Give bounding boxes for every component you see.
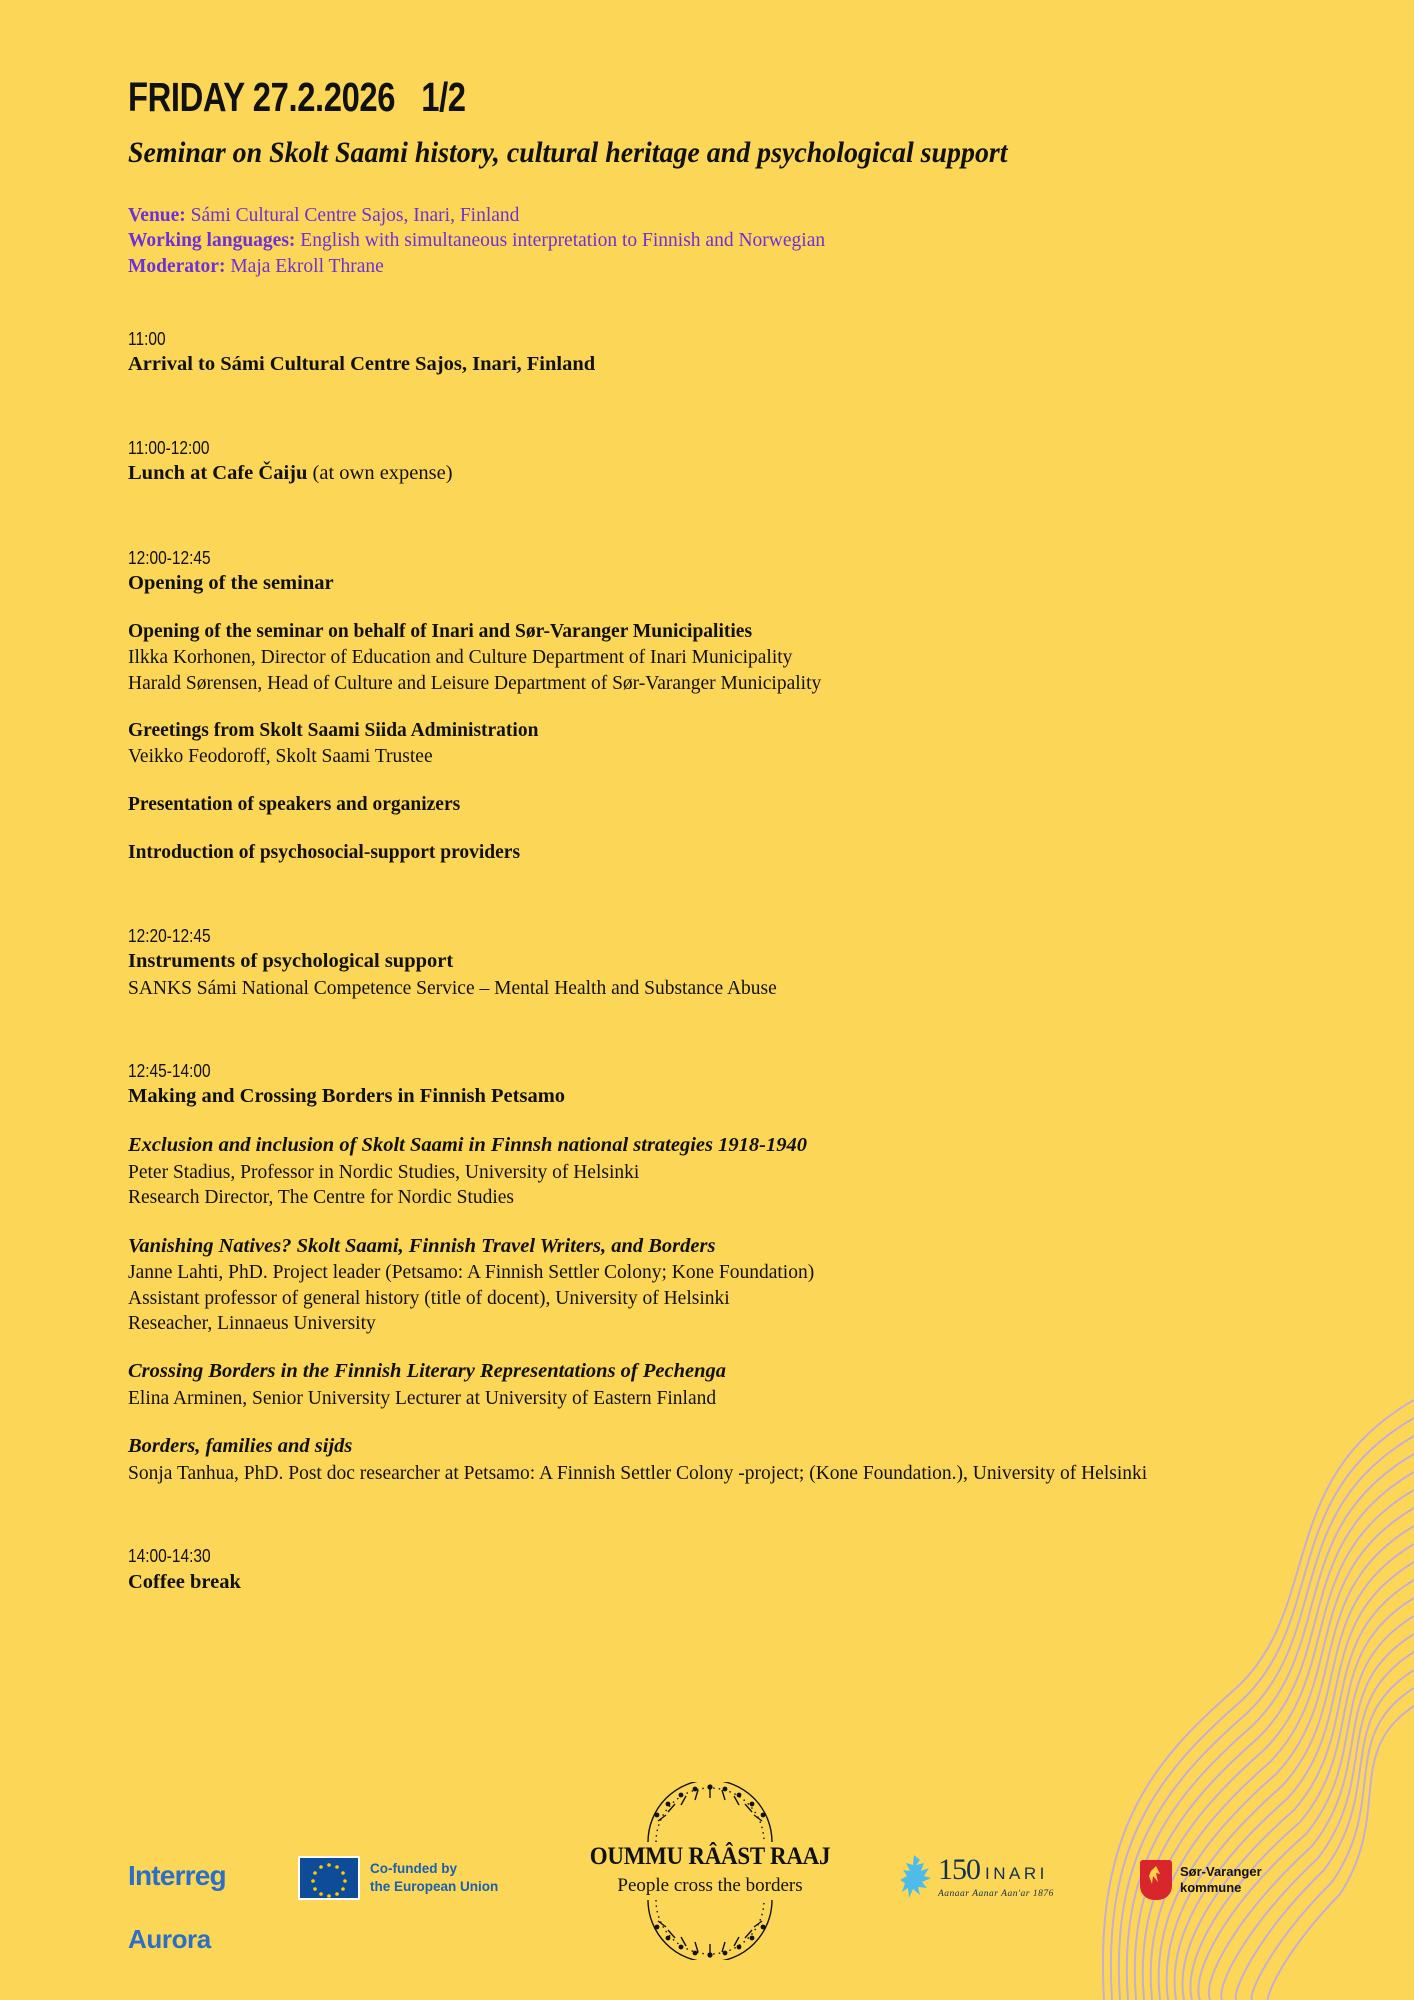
sub-head: Presentation of speakers and organizers: [128, 793, 461, 815]
schedule-item-lunch: [128, 436, 1414, 487]
person: Assistant professor of general history (title of docent), University of Helsinki: [128, 1287, 730, 1309]
slot-time: 11:00: [128, 328, 166, 349]
person: Sonja Tanhua, PhD. Post doc researcher at Petsamo: A Finnish Settler Colony -project; (Kone Foundation.), University of Helsinki: [128, 1463, 1148, 1485]
person: Janne Lahti, PhD. Project leader (Petsamo: A Finnish Settler Colony; Kone Foundation): [128, 1262, 815, 1284]
meta-languages-label: Working languages:: [128, 230, 296, 252]
opening-sub-item: [128, 718, 1414, 770]
slot-time: 11:00-12:00: [128, 438, 210, 459]
eu-funding-text: [370, 1860, 498, 1895]
opening-sub-item: [128, 792, 1414, 818]
crest-emblem-icon: [1140, 1860, 1172, 1900]
talk-entry: [128, 1433, 1414, 1486]
meta-venue-label: Venue:: [128, 204, 186, 226]
slot-time: 12:45-14:00: [128, 1060, 211, 1081]
eu-stars-icon: [300, 1858, 358, 1898]
meta-languages-value: English with simultaneous interpretation to Finnish and Norwegian: [300, 230, 826, 252]
schedule-list: [128, 327, 1414, 1596]
eu-funding-line2: the European Union: [370, 1879, 499, 1894]
slot-title: Making and Crossing Borders in Finnish Petsamo: [128, 1085, 566, 1108]
aurora-logo: [128, 1926, 211, 1952]
inari-wordmark: INARI: [985, 1864, 1048, 1883]
sub-head: Greetings from Skolt Saami Siida Administration: [128, 719, 539, 741]
slot-time: 14:00-14:30: [128, 1546, 211, 1567]
inari-150-logo: [900, 1854, 1054, 1900]
person: Reseacher, Linnaeus University: [128, 1313, 376, 1335]
opening-sub-item: [128, 619, 1414, 696]
meta-moderator-value: Maja Ekroll Thrane: [230, 255, 384, 277]
talk-entry: [128, 1358, 1414, 1411]
aurora-wordmark: Aurora: [128, 1924, 211, 1954]
sor-varanger-line2: kommune: [1180, 1880, 1242, 1895]
schedule-item-instruments: [128, 924, 1414, 1001]
talk-title: Borders, families and sijds: [128, 1435, 353, 1458]
sor-varanger-text: [1180, 1864, 1262, 1897]
schedule-item-coffee: [128, 1544, 1414, 1595]
seminar-title: Seminar on Skolt Saami history, cultural heritage and psychological support: [128, 136, 1008, 170]
sub-head: Introduction of psychosocial-support providers: [128, 841, 521, 863]
talk-title: Crossing Borders in the Finnish Literary Representations of Pechenga: [128, 1360, 727, 1383]
eu-funding-line1: Co-funded by: [370, 1861, 457, 1877]
person: Peter Stadius, Professor in Nordic Studies, University of Helsinki: [128, 1161, 640, 1183]
inari-language-names: Aanaar Aanar Aanʹar 1876: [938, 1889, 1054, 1899]
schedule-item-borders: [128, 1059, 1414, 1486]
ornament-arc-bottom-icon: [640, 1898, 780, 1960]
person: Veikko Feodoroff, Skolt Saami Trustee: [128, 746, 433, 768]
oummu-tagline: People cross the borders: [617, 1875, 803, 1897]
slot-title: Opening of the seminar: [128, 571, 334, 594]
eu-funding-logo: [298, 1856, 498, 1900]
person: SANKS Sámi National Competence Service – Mental Health and Substance Abuse: [128, 977, 777, 999]
slot-title-note: (at own expense): [307, 462, 453, 485]
ornament-arc-top-icon: [640, 1782, 780, 1844]
meta-venue: [128, 203, 1414, 228]
eu-flag-icon: [298, 1856, 360, 1900]
interreg-logo: [128, 1862, 226, 1890]
schedule-item-arrival: [128, 327, 1414, 378]
meta-moderator: [128, 254, 1414, 279]
logo-footer: [0, 1750, 1414, 2000]
talk-entry: [128, 1233, 1414, 1337]
event-meta: [128, 203, 1414, 279]
person: Harald Sørensen, Head of Culture and Leisure Department of Sør-Varanger Municipality: [128, 672, 822, 694]
meta-moderator-label: Moderator:: [128, 255, 226, 277]
meta-venue-value: Sámi Cultural Centre Sajos, Inari, Finland: [190, 204, 520, 226]
opening-sub-item: [128, 840, 1414, 866]
slot-title: Coffee break: [128, 1570, 241, 1593]
sor-varanger-crest-icon: [1140, 1860, 1172, 1900]
oummu-raast-raaj-logo: [575, 1782, 845, 1960]
talk-title: Exclusion and inclusion of Skolt Saami in Finnsh national strategies 1918-1940: [128, 1134, 807, 1157]
person: Elina Arminen, Senior University Lecturer at University of Eastern Finland: [128, 1388, 717, 1410]
talk-title: Vanishing Natives? Skolt Saami, Finnish Travel Writers, and Borders: [128, 1234, 716, 1257]
sub-head: Opening of the seminar on behalf of Inari and Sør-Varanger Municipalities: [128, 620, 753, 642]
oummu-wordmark: OUMMU RÂÂST RAAJ: [589, 1843, 831, 1871]
slot-time: 12:20-12:45: [128, 926, 211, 947]
talk-entry: [128, 1132, 1414, 1210]
slot-title: [128, 460, 1414, 487]
slot-title: Arrival to Sámi Cultural Centre Sajos, Inari, Finland: [128, 352, 596, 375]
slot-title: Instruments of psychological support: [128, 950, 454, 973]
page-title: FRIDAY 27.2.2026 1/2: [128, 74, 466, 120]
schedule-item-opening: [128, 546, 1414, 867]
person: Ilkka Korhonen, Director of Education and Culture Department of Inari Municipality: [128, 647, 793, 669]
sor-varanger-line1: Sør-Varanger: [1180, 1863, 1262, 1879]
meta-languages: [128, 228, 1414, 253]
slot-time: 12:00-12:45: [128, 547, 211, 568]
person: Research Director, The Centre for Nordic Studies: [128, 1187, 515, 1209]
slot-title-main: Lunch at Cafe Čaiju: [128, 462, 308, 485]
sor-varanger-kommune-logo: [1140, 1860, 1262, 1900]
inari-lake-shape-icon: [900, 1854, 934, 1900]
interreg-wordmark: Interreg: [128, 1860, 226, 1891]
inari-anniversary-number: 150: [938, 1853, 980, 1886]
